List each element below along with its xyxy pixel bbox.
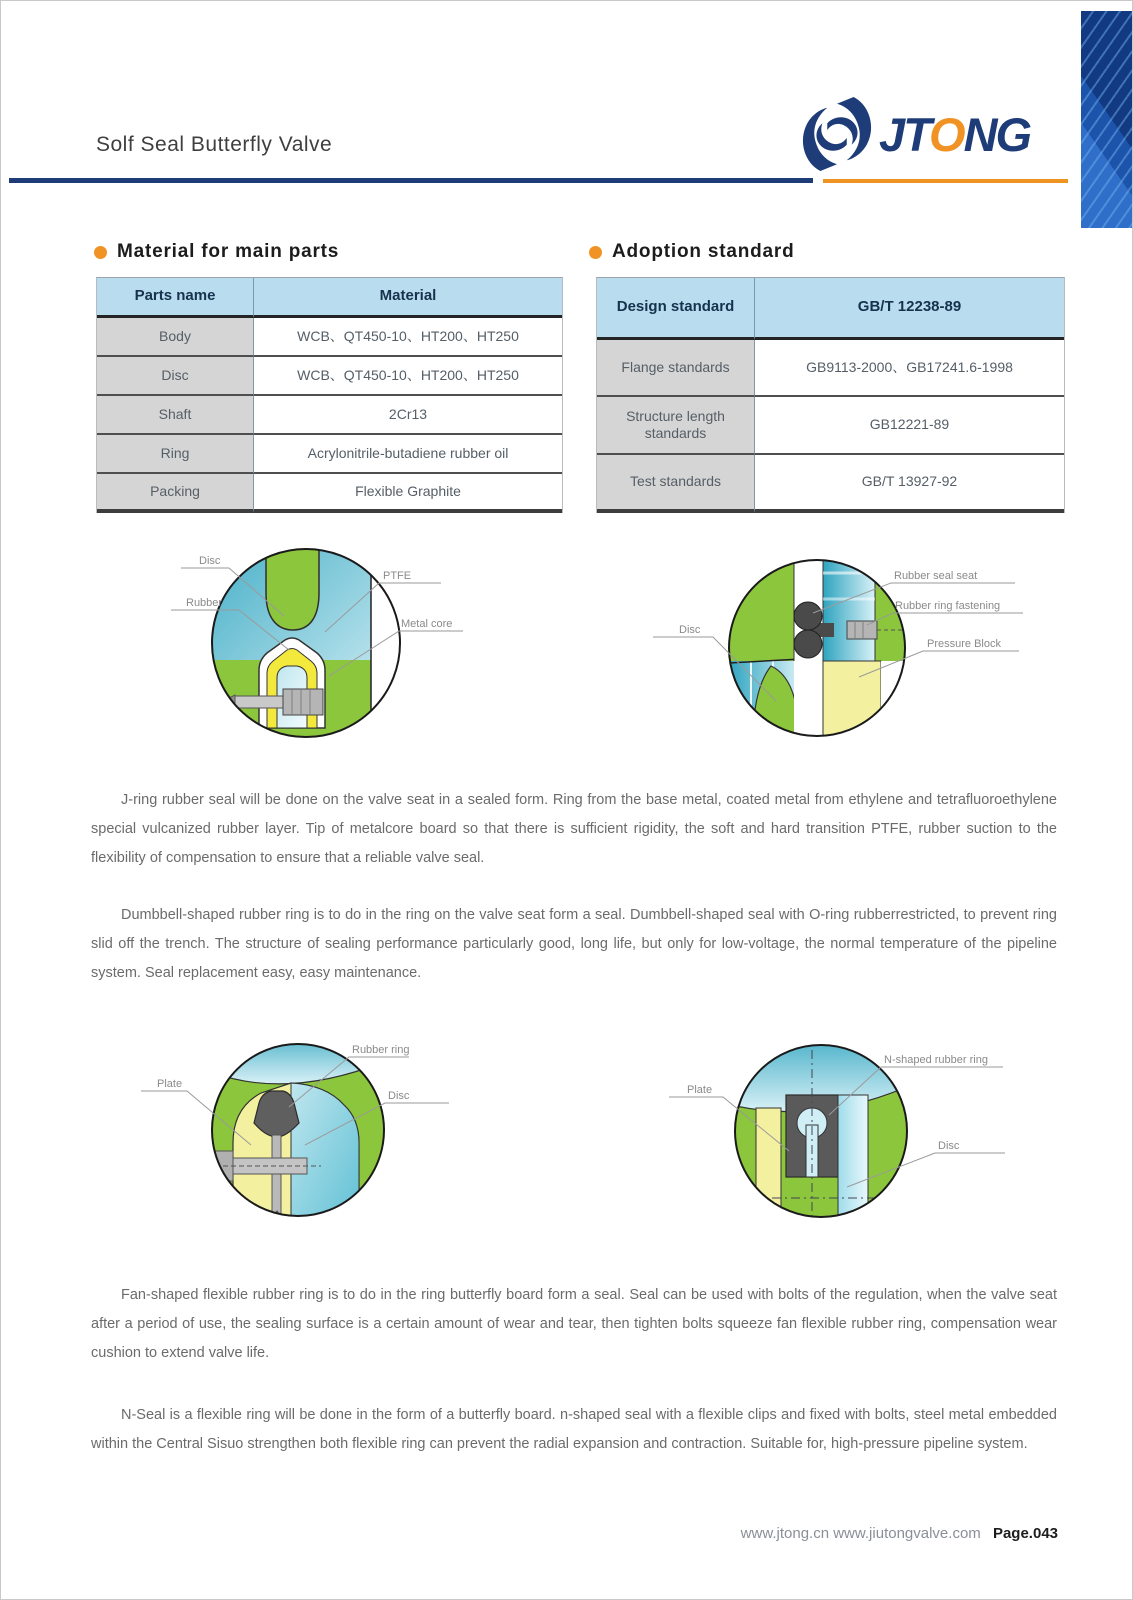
footer-url-jiutongvalve[interactable]: www.jiutongvalve.com — [833, 1525, 981, 1542]
table-cell: Ring — [97, 435, 254, 474]
orange-bullet-icon — [94, 246, 107, 259]
table-header-cell: Parts name — [97, 278, 254, 318]
diagram-label-rubber-ring: Rubber ring — [352, 1044, 410, 1056]
corner-stripe-band — [1081, 11, 1133, 228]
orange-bullet-icon — [589, 246, 602, 259]
section-standards-header — [589, 241, 794, 263]
table-cell: WCB、QT450-10、HT200、HT250 — [254, 318, 562, 357]
table-cell: Body — [97, 318, 254, 357]
footer-url-jtong[interactable]: www.jtong.cn — [740, 1525, 830, 1542]
table-cell: WCB、QT450-10、HT200、HT250 — [254, 357, 562, 396]
brand-o: O — [929, 107, 964, 161]
table-header-cell: GB/T 12238-89 — [755, 278, 1064, 340]
paragraph-fan: Fan-shaped flexible rubber ring is to do in the ring butterfly board form a seal. Seal can be used with bolts of the regulation, when the valve seat after a period of use, the sealing surface is a certain amount of wear and tear, then tighten bolts squeeze fan flexible rubber ring, compensation wear cushion to extend valve life. — [91, 1287, 1057, 1361]
brand-wordmark — [879, 107, 1030, 162]
paragraph-nseal: N-Seal is a flexible ring will be done in the form of a butterfly board. n-shaped seal with a flexible clips and fixed with bolts, steel metal embedded within the Central Sisuo strengthen both flexible ring can prevent the radial expansion and contraction. Suitable for, high-pressure pipeline system. — [91, 1407, 1057, 1452]
table-cell: Structure length standards — [597, 397, 755, 455]
paragraph-dumbbell: Dumbbell-shaped rubber ring is to do in the ring on the valve seat form a seal. Dumbbell-shaped seal with O-ring rubberrestricted, to prevent ring slid off the trench. The structure of sealing performance particularly good, long life, but only for low-voltage, the normal temperature of the pipeline system. Seal replacement easy, easy maintenance. — [91, 907, 1057, 981]
header-rule-blue — [9, 178, 813, 183]
diagram-label-disc: Disc — [199, 555, 221, 567]
section-title: Adoption standard — [612, 241, 795, 262]
diagram-label-disc: Disc — [388, 1090, 410, 1102]
brand-jt: JT — [879, 107, 929, 161]
nseal-diagram — [661, 1023, 1021, 1248]
standards-table — [596, 277, 1065, 513]
diagram-label-plate: Plate — [157, 1078, 183, 1090]
table-cell: Disc — [97, 357, 254, 396]
dumbbell-seal-diagram — [651, 541, 1031, 756]
jtong-logo — [799, 93, 1030, 175]
fan-cross-section — [141, 1023, 471, 1248]
diagram-label-rubber-seal-seat: Rubber seal seat — [894, 570, 978, 582]
fan-seal-diagram — [141, 1023, 471, 1248]
diagram-label-n-ring: N-shaped rubber ring — [884, 1054, 988, 1066]
page-title: Solf Seal Butterfly Valve — [96, 133, 333, 156]
table-cell: Shaft — [97, 396, 254, 435]
table-header-cell: Design standard — [597, 278, 755, 340]
table-cell: Packing — [97, 474, 254, 513]
jring-seal-diagram — [151, 538, 481, 753]
brand-ng: NG — [963, 107, 1031, 161]
diagram-label-rubber-ring-fastening: Rubber ring fastening — [895, 600, 1001, 612]
table-cell: Flange standards — [597, 340, 755, 397]
diagram-label-plate: Plate — [687, 1084, 713, 1096]
table-cell: Test standards — [597, 455, 755, 513]
table-cell: GB12221-89 — [755, 397, 1064, 455]
table-cell: GB9113-2000、GB17241.6-1998 — [755, 340, 1064, 397]
jring-cross-section — [151, 538, 481, 753]
page-footer — [561, 1525, 1058, 1542]
diagram-label-pressure-block: Pressure Block — [927, 638, 1001, 650]
page-number: Page.043 — [992, 1525, 1058, 1542]
section-title: Material for main parts — [117, 241, 340, 262]
table-cell: Flexible Graphite — [254, 474, 562, 513]
table-cell: 2Cr13 — [254, 396, 562, 435]
table-cell: Acrylonitrile-butadiene rubber oil — [254, 435, 562, 474]
materials-table — [96, 277, 563, 513]
table-cell: GB/T 13927-92 — [755, 455, 1064, 513]
section-materials-header — [94, 241, 339, 263]
diagram-label-ptfe: PTFE — [383, 570, 412, 582]
diagram-label-rubber: Rubber — [186, 597, 223, 609]
jtong-swirl-icon — [799, 93, 875, 175]
diagram-label-metal-core: Metal core — [401, 618, 453, 630]
paragraph-jring: J-ring rubber seal will be done on the valve seat in a sealed form. Ring from the base metal, coated metal from ethylene and tetrafluoroethylene special vulcanized rubber layer. Tip of metalcore board so that there is sufficient rigidity, the soft and hard transition PTFE, rubber suction to the flexibility of compensation to ensure that a reliable valve seal. — [91, 792, 1057, 866]
diagram-label-disc: Disc — [938, 1140, 960, 1152]
header-rule-orange — [823, 179, 1068, 183]
table-header-cell: Material — [254, 278, 562, 318]
diagram-label-disc: Disc — [679, 624, 701, 636]
